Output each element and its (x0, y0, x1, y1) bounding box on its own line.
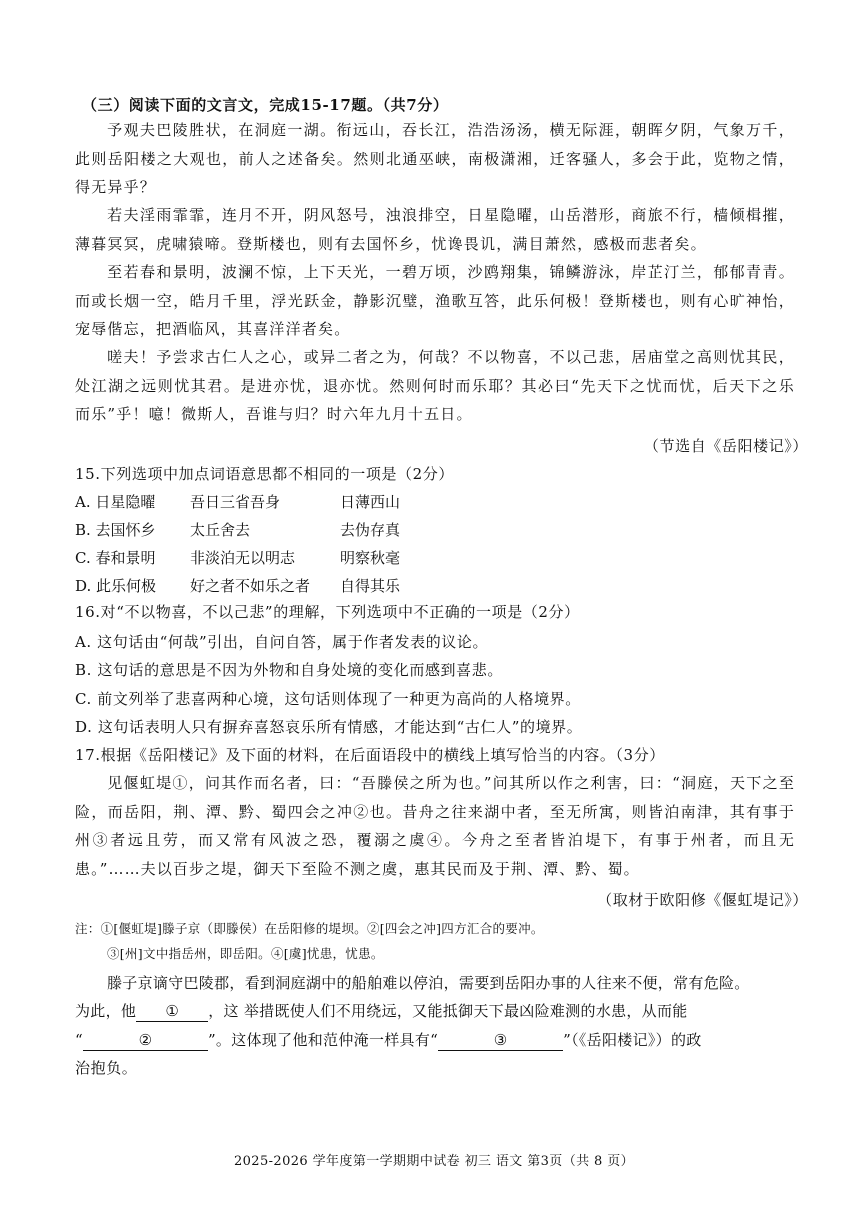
answer-paragraph-line-3 (75, 1030, 702, 1051)
answer-blank-3[interactable]: ③ (438, 1030, 563, 1051)
passage-source: （节选自《岳阳楼记》） (643, 437, 808, 455)
question-16-option-d: D. 这句话表明人只有摒弃喜怒哀乐所有情感，才能达到“古仁人”的境界。 (75, 718, 583, 736)
answer-paragraph-line-4: 治抱负。 (75, 1059, 138, 1077)
option-word: 好之者不如乐之者 (190, 577, 311, 595)
passage-text-2: 若夫淫雨霏霏，连月不开，阴风怒号，浊浪排空，日星隐曜，山岳潜形，商旅不行，樯倾楫摧，薄暮冥冥，虎啸猿啼。登斯楼也，则有去国怀乡，忧谗畏讥，满目萧然，感极而悲者矣。 (75, 206, 795, 253)
option-word: 吾日三省吾身 (190, 493, 281, 511)
passage-text-3: 至若春和景明，波澜不惊，上下天光，一碧万顷，沙鸥翔集，锦鳞游泳，岸芷汀兰，郁郁青青。而或长烟一空，皓月千里，浮光跃金，静影沉璧，渔歌互答，此乐何极！登斯楼也，则有心旷神怡，宠辱偕忘，把酒临风，其喜洋洋者矣。 (75, 263, 795, 338)
page-footer: 2025-2026 学年度第一学期期中试卷 初三 语文 第3页（共 8 页） (233, 1154, 635, 1169)
answer-blank-1[interactable]: ① (136, 1001, 208, 1022)
passage-text-1: 予观夫巴陵胜状，在洞庭一湖。衔远山，吞长江，浩浩汤汤，横无际涯，朝晖夕阴，气象万千，此则岳阳楼之大观也，前人之述备矣。然则北通巫峡，南极潇湘，迁客骚人，多会于此，览物之情，得无异乎？ (75, 121, 795, 196)
passage-paragraph-3 (75, 258, 795, 344)
answer-paragraph-line-2 (75, 1001, 688, 1022)
option-word: B. 去国怀乡 (75, 521, 156, 539)
passage-text-4: 嗟夫！予尝求古仁人之心，或异二者之为，何哉？不以物喜，不以己悲，居庙堂之高则忧其民，处江湖之远则忧其君。是进亦忧，退亦忧。然则何时而乐耶？其必曰“先天下之忧而忧，后天下之乐而乐”乎！噫！微斯人，吾谁与归？时六年九月十五日。 (75, 348, 795, 423)
question-16-option-b: B. 这句话的意思是不因为外物和自身处境的变化而感到喜悲。 (75, 661, 503, 679)
option-word: 去伪存真 (340, 521, 401, 539)
question-17-stem: 17.根据《岳阳楼记》及下面的材料，在后面语段中的横线上填写恰当的内容。（3分） (75, 746, 665, 764)
option-word: 日薄西山 (340, 493, 401, 511)
question-16-stem: 16.对“不以物喜，不以己悲”的理解，下列选项中不正确的一项是（2分） (75, 603, 580, 621)
passage-paragraph-4 (75, 343, 795, 429)
answer-paragraph-line-1: 滕子京谪守巴陵郡，看到洞庭湖中的船舶难以停泊，需要到岳阳办事的人往来不便，常有危险。 (107, 974, 750, 992)
option-word: D. 此乐何极 (75, 577, 157, 595)
footnote-line-1: 注：①[偃虹堤]滕子京（即滕侯）在岳阳修的堤坝。②[四会之冲]四方汇合的要冲。 (75, 921, 544, 936)
question-16-option-a: A. 这句话由“何哉”引出，自问自答，属于作者发表的议论。 (75, 633, 489, 651)
question-16-option-c: C. 前文列举了悲喜两种心境，这句话则体现了一种更为高尚的人格境界。 (75, 690, 581, 708)
answer-text: “ (75, 1031, 83, 1049)
passage-paragraph-2 (75, 201, 795, 258)
option-word: 太丘舍去 (190, 521, 251, 539)
option-word: 明察秋毫 (340, 549, 401, 567)
option-word: 非淡泊无以明志 (190, 549, 296, 567)
answer-text: ”。这体现了他和范仲淹一样具有“ (207, 1031, 439, 1049)
question-17-material (75, 769, 795, 883)
option-word: C. 春和景明 (75, 549, 156, 567)
material-source: （取材于欧阳修《偃虹堤记》） (597, 891, 808, 909)
answer-text: ，这 举措既使人们不用绕远，又能抵御天下最凶险难测的水患，从而能 (208, 1002, 688, 1020)
option-word: 自得其乐 (340, 577, 401, 595)
option-word: A. 日星隐曜 (75, 493, 156, 511)
answer-text: ”（《岳阳楼记》）的政 (563, 1031, 702, 1049)
question-15-stem: 15.下列选项中加点词语意思都不相同的一项是（2分） (75, 465, 455, 483)
answer-text: 为此，他 (75, 1002, 137, 1020)
answer-blank-2[interactable]: ② (83, 1030, 208, 1051)
passage-paragraph-1 (75, 116, 795, 202)
material-text: 见偃虹堤①，问其作而名者，曰：“吾滕侯之所为也。”问其所以作之利害，曰：“洞庭，天下之至险，而岳阳，荆、潭、黔、蜀四会之冲②也。昔舟之往来湖中者，至无所寓，则皆泊南津，其有事于州③者远且劳，而又常有风波之恐，覆溺之虞④。今舟之至者皆泊堤下，有事于州者，而且无患。”……夫以百步之堤，御天下至险不测之虞，惠其民而及于荆、潭、黔、蜀。 (75, 774, 795, 878)
footnote-line-2: ③[州]文中指岳州，即岳阳。④[虞]忧患，忧患。 (107, 946, 384, 961)
section-heading: （三）阅读下面的文言文，完成15-17题。（共7分） (82, 96, 449, 114)
